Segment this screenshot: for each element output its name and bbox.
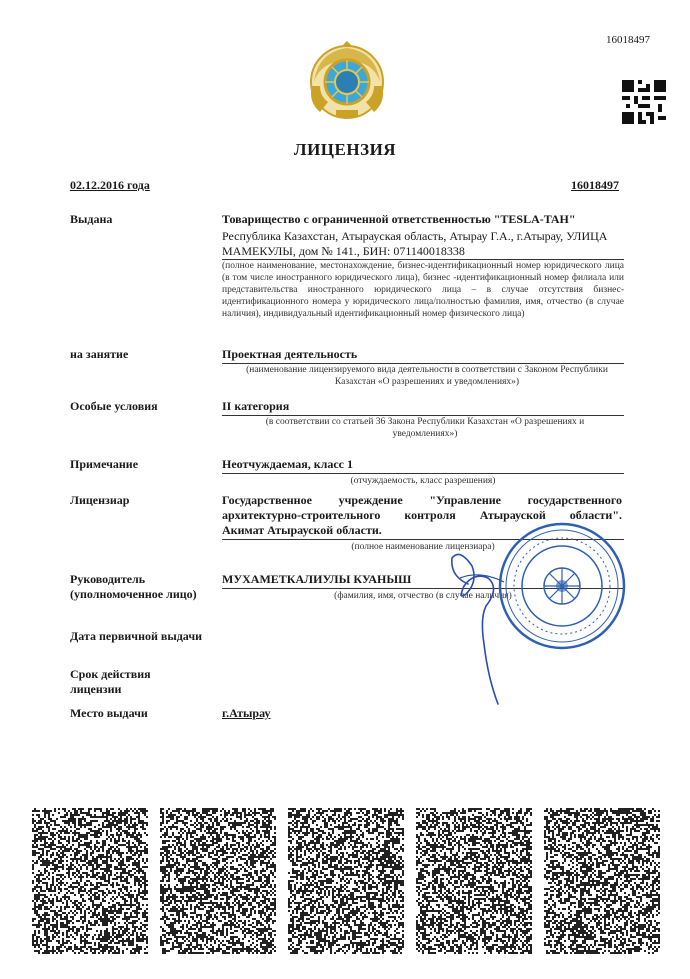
data-matrix-barcode-icon [416, 808, 532, 954]
license-number: 16018497 [571, 178, 619, 192]
licensor-caption: (полное наименование лицензиара) [351, 542, 495, 552]
validity-label-line1: Срок действия [70, 667, 151, 681]
signature-icon [430, 548, 530, 708]
issued-address-line2: МАМЕКУЛЫ, дом № 141., БИН: 071140018338 [222, 244, 465, 258]
page-title: ЛИЦЕНЗИЯ [293, 140, 397, 159]
note-caption: (отчуждаемость, класс разрешения) [350, 476, 496, 486]
data-matrix-barcode-icon [32, 808, 148, 954]
activity-caption: (наименование лицензируемого вида деятельности в соответствии с Законом Республики Казахстан «О разрешениях и уведомлениях») [246, 365, 608, 387]
data-matrix-barcode-icon [160, 808, 276, 954]
licensor-value-line3: Акимат Атырауской области. [222, 523, 382, 537]
data-matrix-barcode-icon [544, 808, 660, 954]
head-label-line2: (уполномоченное лицо) [70, 587, 197, 601]
doc-number-top: 16018497 [606, 34, 650, 46]
conditions-value: II категория [222, 399, 290, 413]
kazakhstan-state-emblem-icon [306, 40, 388, 122]
data-matrix-barcode-icon [288, 808, 404, 954]
license-date: 02.12.2016 года [70, 178, 150, 192]
activity-label: на занятие [70, 347, 129, 361]
licensor-value-line1: Государственное учреждение "Управление государственного [222, 493, 622, 507]
licensor-label: Лицензиар [70, 493, 130, 507]
issued-label: Выдана [70, 212, 113, 226]
place-value: г.Атырау [222, 706, 271, 720]
head-value: МУХАМЕТКАЛИУЛЫ КУАНЫШ [222, 572, 412, 586]
validity-label-line2: лицензии [70, 682, 122, 696]
licensor-value-line2: архитектурно-строительного контроля Атырауской области". [222, 508, 622, 522]
issued-address-line1: Республика Казахстан, Атырауская область, Атырау Г.А., г.Атырау, УЛИЦА [222, 229, 608, 243]
first-issue-label: Дата первичной выдачи [70, 629, 203, 643]
head-caption: (фамилия, имя, отчество (в случае наличия) [334, 591, 512, 601]
note-rule [222, 473, 624, 474]
note-label: Примечание [70, 457, 139, 471]
conditions-caption: (в соответствии со статьей 36 Закона Республики Казахстан «О разрешениях и уведомлениях») [265, 417, 585, 439]
issued-name: Товарищество с ограниченной ответственностью "TESLA-TAH" [222, 212, 576, 226]
place-label: Место выдачи [70, 706, 148, 720]
conditions-label: Особые условия [70, 399, 158, 413]
barcode-strip [32, 808, 662, 954]
note-value: Неотчуждаемая, класс 1 [222, 457, 353, 471]
issued-caption: (полное наименование, местонахождение, бизнес-идентификационный номер юридического лица (в том числе иностранного юридического лица), бизнес -идентификационный номер филиала или представительства иностранного юридического лица – в случае отсутствия бизнес-идентификационного номера у юридического лица/полностью фамилия, имя, отчество (в случае наличия), индивидуальный идентификационный номер физического лица) [222, 261, 624, 319]
qr-code-icon [622, 80, 666, 124]
activity-value: Проектная деятельность [222, 347, 358, 361]
head-label-line1: Руководитель [70, 572, 146, 586]
